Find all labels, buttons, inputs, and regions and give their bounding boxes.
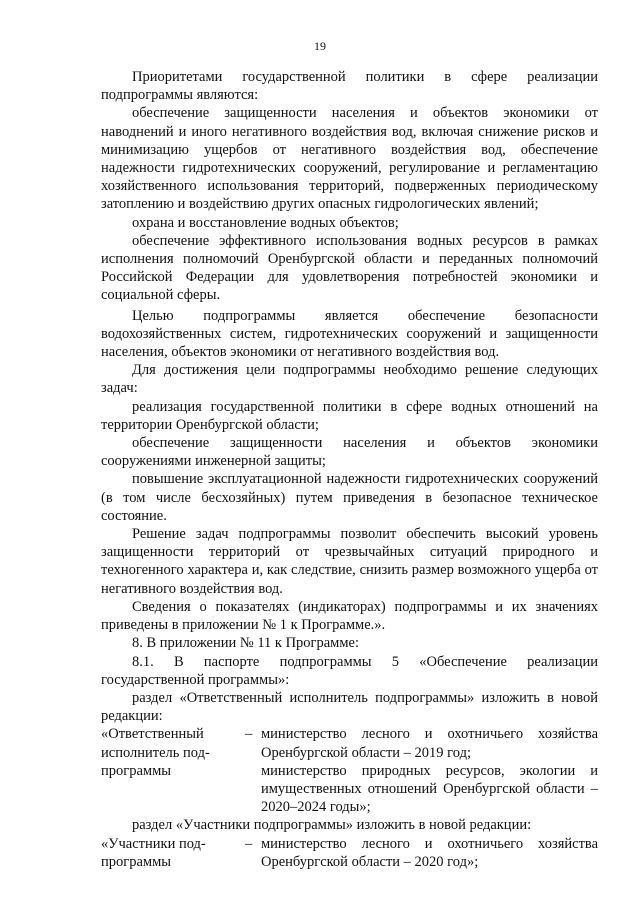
paragraph: раздел «Участники подпрограммы» изложить в новой редакции: <box>132 817 532 834</box>
field-label-line: программы <box>101 762 171 779</box>
paragraph: охрана и восстановление водных объектов; <box>132 214 399 231</box>
field-value-text: министерство природных ресурсов, экологии и имущественных отношений Оренбургской области – 2020–2024 годы»; <box>261 762 598 816</box>
field-value <box>261 835 598 871</box>
field-label <box>101 725 245 816</box>
paragraph: 8.1. В паспорте подпрограммы 5 «Обеспечение реализации государственной программы»: <box>101 653 598 688</box>
field-label-line: программы <box>101 853 171 870</box>
paragraph: обеспечение защищенности населения и объектов экономики сооружениями инженерной защиты; <box>101 435 598 470</box>
paragraph: Сведения о показателях (индикаторах) подпрограммы и их значениях приведены в приложении № 1 к Программе.». <box>101 598 598 634</box>
page-number: 19 <box>314 39 326 53</box>
field-label-line: «Участники под- <box>101 835 206 852</box>
document-body <box>101 68 598 871</box>
paragraph: Решение задач подпрограммы позволит обеспечить высокий уровень защищенности территорий от чрезвычайных ситуаций природного и техногенного характера и, как следствие, снизить размер возможного ущерба от негативного воздействия вод. <box>101 526 598 597</box>
field-label-line: «Ответственный <box>101 726 204 743</box>
field-dash: – <box>245 726 253 743</box>
field-label <box>101 835 245 871</box>
paragraph: Для достижения цели подпрограммы необходимо решение следующих задач: <box>101 362 598 397</box>
participants-table <box>101 835 598 871</box>
paragraph: Приоритетами государственной политики в сфере реализации подпрограммы являются: <box>101 69 598 104</box>
paragraph: Целью подпрограммы является обеспечение безопасности водохозяйственных систем, гидротехнических сооружений и защищенности населения, объектов экономики от негативного воздействия вод. <box>101 307 598 361</box>
field-value <box>261 725 598 816</box>
field-value-text: министерство лесного и охотничьего хозяйства Оренбургской области – 2020 год»; <box>261 835 598 870</box>
paragraph: 8. В приложении № 11 к Программе: <box>132 635 359 652</box>
paragraph: раздел «Ответственный исполнитель подпрограммы» изложить в новой редакции: <box>101 689 598 725</box>
paragraph: реализация государственной политики в сфере водных отношений на территории Оренбургской области; <box>101 398 598 433</box>
paragraph: обеспечение защищенности населения и объектов экономики от наводнений и иного негативного воздействия вод, включая снижение рисков и минимизацию ущербов от негативного воздействия вод, обеспечение надежности гидротехнических сооружений, регулирование и регламентацию хозяйственного использования территорий, подверженных периодическому затоплению и воздействию других опасных гидрологических явлений; <box>101 105 598 213</box>
field-label-line: исполнитель под- <box>101 744 210 761</box>
paragraph: повышение эксплуатационной надежности гидротехнических сооружений (в том числе бесхозяйных) путем приведения в безопасное техническое состояние. <box>101 471 598 524</box>
field-dash: – <box>245 835 253 852</box>
field-value-text: министерство лесного и охотничьего хозяйства Оренбургской области – 2019 год; <box>261 726 598 761</box>
paragraph: обеспечение эффективного использования водных ресурсов в рамках исполнения полномочий Оренбургской области и переданных полномочий Российской Федерации для удовлетворения потребностей экономики и социальной сферы. <box>101 232 598 304</box>
responsible-executor-table <box>101 725 598 816</box>
